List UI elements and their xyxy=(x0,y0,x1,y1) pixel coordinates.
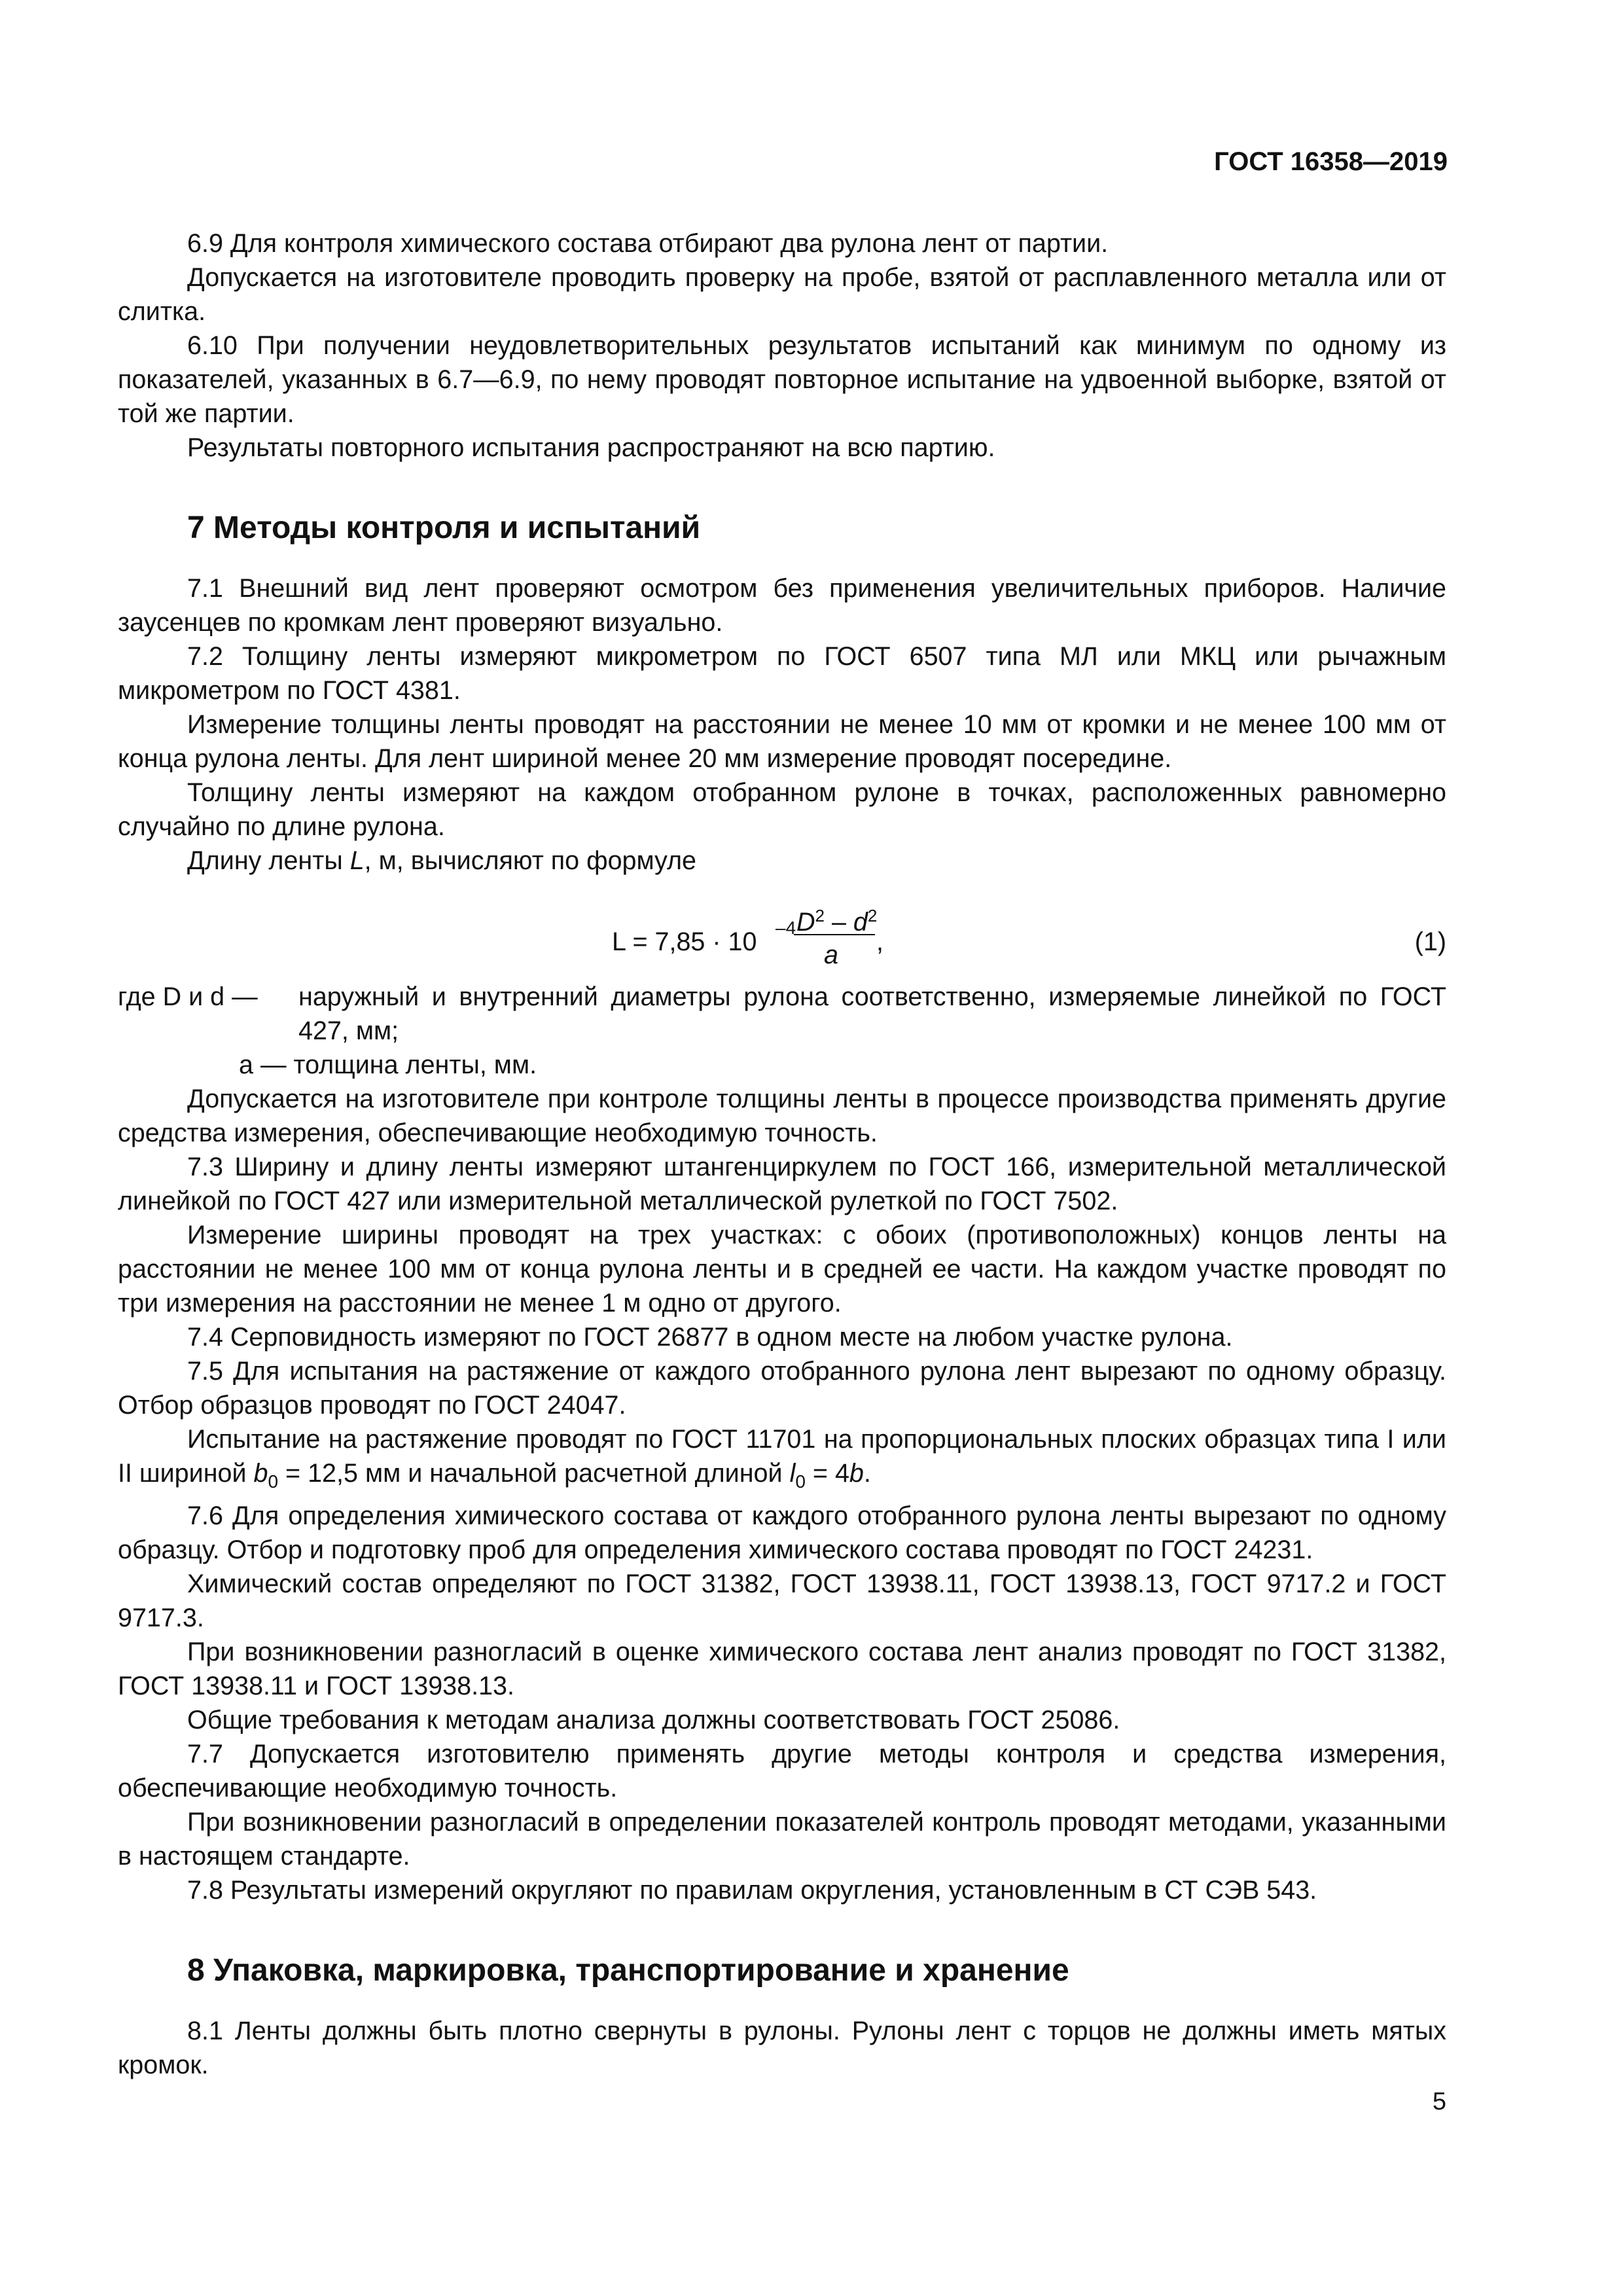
paragraph: Химический состав определяют по ГОСТ 31382, ГОСТ 13938.11, ГОСТ 13938.13, ГОСТ 9717.2 и ГОСТ 9717.3. xyxy=(118,1569,1446,1632)
formula-body xyxy=(612,899,1070,980)
var-d: d xyxy=(853,908,868,937)
paragraph: Измерение толщины ленты проводят на расстоянии не менее 10 мм от кромки и не менее 100 мм от конца рулона ленты. Для лент шириной менее 20 мм измерение проводят посередине. xyxy=(118,710,1446,773)
text: . xyxy=(863,1459,871,1488)
formula-1 xyxy=(118,891,1446,980)
paragraph-tensile xyxy=(118,1422,1446,1499)
paragraph: Допускается на изготовителе проводить проверку на пробе, взятой от расплавленного металла или от слитка. xyxy=(118,263,1446,326)
page-content xyxy=(118,226,1446,2082)
section-8-heading: 8 Упаковка, маркировка, транспортирование и хранение xyxy=(187,1952,1069,1988)
paragraph: Измерение ширины проводят на трех участках: с обоих (противоположных) концов ленты на расстоянии не менее 100 мм от конца рулона ленты и в средней ее части. На каждом участке проводят по три измерения на расстоянии не менее 1 м одно от другого. xyxy=(118,1221,1446,1318)
paragraph: 6.9 Для контроля химического состава отбирают два рулона лент от партии. xyxy=(187,229,1109,258)
legend-row: a — толщина ленты, мм. xyxy=(239,1050,537,1079)
paragraph: 6.10 При получении неудовлетворительных результатов испытаний как минимум по одному из показателей, указанных в 6.7—6.9, по нему проводят повторное испытание на удвоенной выборке, взятой от той же партии. xyxy=(118,331,1446,428)
text: Длину ленты xyxy=(187,846,350,875)
paragraph: 7.3 Ширину и длину ленты измеряют штангенциркулем по ГОСТ 166, измерительной металлической линейкой по ГОСТ 427 или измерительной металлической рулеткой по ГОСТ 7502. xyxy=(118,1153,1446,1215)
paragraph: Толщину ленты измеряют на каждом отобранном рулоне в точках, расположенных равномерно случайно по длине рулона. xyxy=(118,778,1446,841)
paragraph: 7.8 Результаты измерений округляют по правилам округления, установленным в СТ СЭВ 543. xyxy=(187,1875,1317,1905)
minus: – xyxy=(825,908,853,937)
legend-row xyxy=(118,980,1446,1048)
text: = 4 xyxy=(805,1459,849,1488)
fraction-bar xyxy=(794,934,875,935)
variable-L: L xyxy=(349,846,365,875)
paragraph: 7.6 Для определения химического состава от каждого отобранного рулона ленты вырезают по одному образцу. Отбор и подготовку проб для определения химического состава проводят по ГОСТ 24231. xyxy=(118,1501,1446,1564)
paragraph: 7.4 Серповидность измеряют по ГОСТ 26877 в одном месте на любом участке рулона. xyxy=(187,1323,1233,1352)
square: 2 xyxy=(867,906,878,925)
page-number: 5 xyxy=(1432,2088,1446,2115)
paragraph: 7.2 Толщину ленты измеряют микрометром по ГОСТ 6507 типа МЛ или МКЦ или рычажным микрометром по ГОСТ 4381. xyxy=(118,642,1446,705)
subscript: 0 xyxy=(268,1471,279,1492)
var-b: b xyxy=(253,1459,268,1488)
var-l: l xyxy=(789,1459,796,1488)
paragraph: При возникновении разногласий в оценке химического состава лент анализ проводят по ГОСТ 31382, ГОСТ 13938.11 и ГОСТ 13938.13. xyxy=(118,1637,1446,1700)
formula-legend xyxy=(118,980,1446,1082)
var-b: b xyxy=(849,1459,864,1488)
paragraph: 7.5 Для испытания на растяжение от каждого отобранного рулона лент вырезают по одному образцу. Отбор образцов проводят по ГОСТ 24047. xyxy=(118,1357,1446,1420)
text: Испытание на растяжение проводят по ГОСТ 11701 на пропорциональных плоских образцах типа I или II шириной xyxy=(118,1425,1446,1488)
formula-number: (1) xyxy=(1414,927,1446,956)
paragraph: 7.1 Внешний вид лент проверяют осмотром без применения увеличительных приборов. Наличие заусенцев по кромкам лент проверяют визуально. xyxy=(118,574,1446,637)
paragraph: 8.1 Ленты должны быть плотно свернуты в рулоны. Рулоны лент с торцов не должны иметь мятых кромок. xyxy=(118,2016,1446,2079)
document-header: ГОСТ 16358—2019 xyxy=(1214,147,1448,176)
formula-numerator xyxy=(796,899,877,939)
subscript: 0 xyxy=(795,1471,806,1492)
text: = 12,5 мм и начальной расчетной длиной xyxy=(278,1459,790,1488)
formula-denominator: a xyxy=(824,941,838,969)
var-D: D xyxy=(796,908,815,937)
formula-exponent: –4 xyxy=(776,918,796,938)
legend-lead: где D и d — xyxy=(118,982,258,1011)
paragraph: 7.7 Допускается изготовителю применять другие методы контроля и средства измерения, обеспечивающие необходимую точность. xyxy=(118,1739,1446,1803)
paragraph: Общие требования к методам анализа должны соответствовать ГОСТ 25086. xyxy=(187,1705,1120,1734)
formula-comma: , xyxy=(876,927,883,956)
formula-intro xyxy=(118,844,1446,878)
paragraph: При возникновении разногласий в определении показателей контроль проводят методами, указанными в настоящем стандарте. xyxy=(118,1807,1446,1871)
section-7-heading: 7 Методы контроля и испытаний xyxy=(187,511,701,545)
formula-lhs: L = 7,85 · 10 xyxy=(612,927,757,956)
paragraph: Допускается на изготовителе при контроле толщины ленты в процессе производства применять другие средства измерения, обеспечивающие необходимую точность. xyxy=(118,1085,1446,1147)
square: 2 xyxy=(815,906,825,925)
text: , м, вычисляют по формуле xyxy=(364,846,697,875)
paragraph: Результаты повторного испытания распространяют на всю партию. xyxy=(187,433,995,462)
legend-text: наружный и внутренний диаметры рулона соответственно, измеряемые линейкой по ГОСТ 427, мм; xyxy=(298,982,1446,1045)
